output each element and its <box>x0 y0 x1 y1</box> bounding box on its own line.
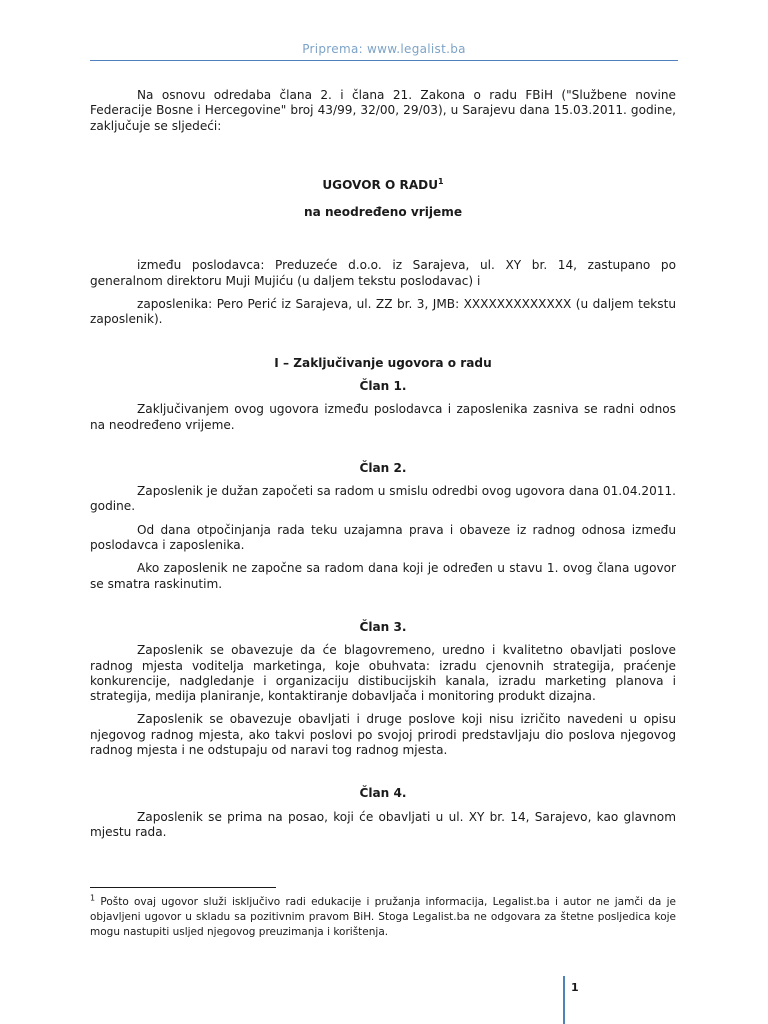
footnote-reference: 1 <box>438 176 444 186</box>
article-heading: Član 3. <box>359 619 407 634</box>
article-paragraph: Od dana otpočinjanja rada teku uzajamna prava i obaveze iz radnog odnosa između poslodavca i zaposlenika. <box>90 522 676 553</box>
article-paragraph: Ako zaposlenik ne započne sa radom dana koji je određen u stavu 1. ovog člana ugovor se smatra raskinutim. <box>90 561 676 591</box>
footnote-divider <box>90 887 276 888</box>
article-paragraph: Zaposlenik se obavezuje da će blagovremeno, uredno i kvalitetno obavljati poslove radnog mjesta voditelja marketinga, koje obuhvata: izradu cjenovnih strategija, praćenje konkurencije, nadgledanje i organizaciju distibucijskih kanala, izradu marketing planova i strategija, medija planiranje, kontaktiranje dobavljača i monitoring produkt dizajna. <box>90 643 676 704</box>
article-paragraph: Zaposlenik se prima na posao, koji će obavljati u ul. XY br. 14, Sarajevo, kao glavnom mjestu rada. <box>90 809 676 839</box>
section-heading: I – Zaključivanje ugovora o radu <box>274 355 492 370</box>
party-employee: zaposlenika: Pero Perić iz Sarajeva, ul. ZZ br. 3, JMB: XXXXXXXXXXXXX (u daljem tekstu zaposlenik). <box>90 297 676 327</box>
article-heading: Član 4. <box>359 786 407 801</box>
document-subtitle: na neodređeno vrijeme <box>303 205 463 220</box>
header-divider <box>90 60 678 61</box>
footnote-marker: 1 <box>90 893 96 903</box>
article-heading: Član 1. <box>359 378 407 393</box>
footnote <box>90 895 676 940</box>
article-paragraph: Zaposlenik se obavezuje obavljati i druge poslove koji nisu izričito navedeni u opisu njegovog radnog mjesta, ako takvi poslovi po svojoj prirodi predstavljaju dio poslova njegovog radnog mjesta i ne odstupaju od naravi tog radnog mjesta. <box>90 712 676 758</box>
page-number-bar <box>563 976 565 1024</box>
party-employer: između poslodavca: Preduzeće d.o.o. iz Sarajeva, ul. XY br. 14, zastupano po generalnom direktoru Muji Mujiću (u daljem tekstu poslodavac) i <box>90 258 676 288</box>
document-title-text: UGOVOR O RADU <box>322 177 439 192</box>
document-title <box>90 178 676 193</box>
article-heading: Član 2. <box>359 460 407 475</box>
article-paragraph: Zaposlenik je dužan započeti sa radom u smislu odredbi ovog ugovora dana 01.04.2011. godine. <box>90 484 676 514</box>
footnote-text: Pošto ovaj ugovor služi isključivo radi edukacije i pružanja informacija, Legalist.ba i autor ne jamči da je objavljeni ugovor u skladu sa pozitivnim pravom BiH. Stoga Legalist.ba ne odgovara za štetne posljedica koje mogu nastupiti usljed njegovog preuzimanja i korištenja. <box>90 896 676 938</box>
page-header: Priprema: www.legalist.ba <box>302 42 466 56</box>
article-paragraph: Zaključivanjem ovog ugovora između poslodavca i zaposlenika zasniva se radni odnos na neodređeno vrijeme. <box>90 402 676 432</box>
page-number: 1 <box>571 981 579 994</box>
intro-paragraph: Na osnovu odredaba člana 2. i člana 21. Zakona o radu FBiH ("Službene novine Federacije Bosne i Hercegovine" broj 43/99, 32/00, 29/03), u Sarajevu dana 15.03.2011. godine, zaključuje se sljedeći: <box>90 88 676 133</box>
document-body <box>90 88 676 840</box>
